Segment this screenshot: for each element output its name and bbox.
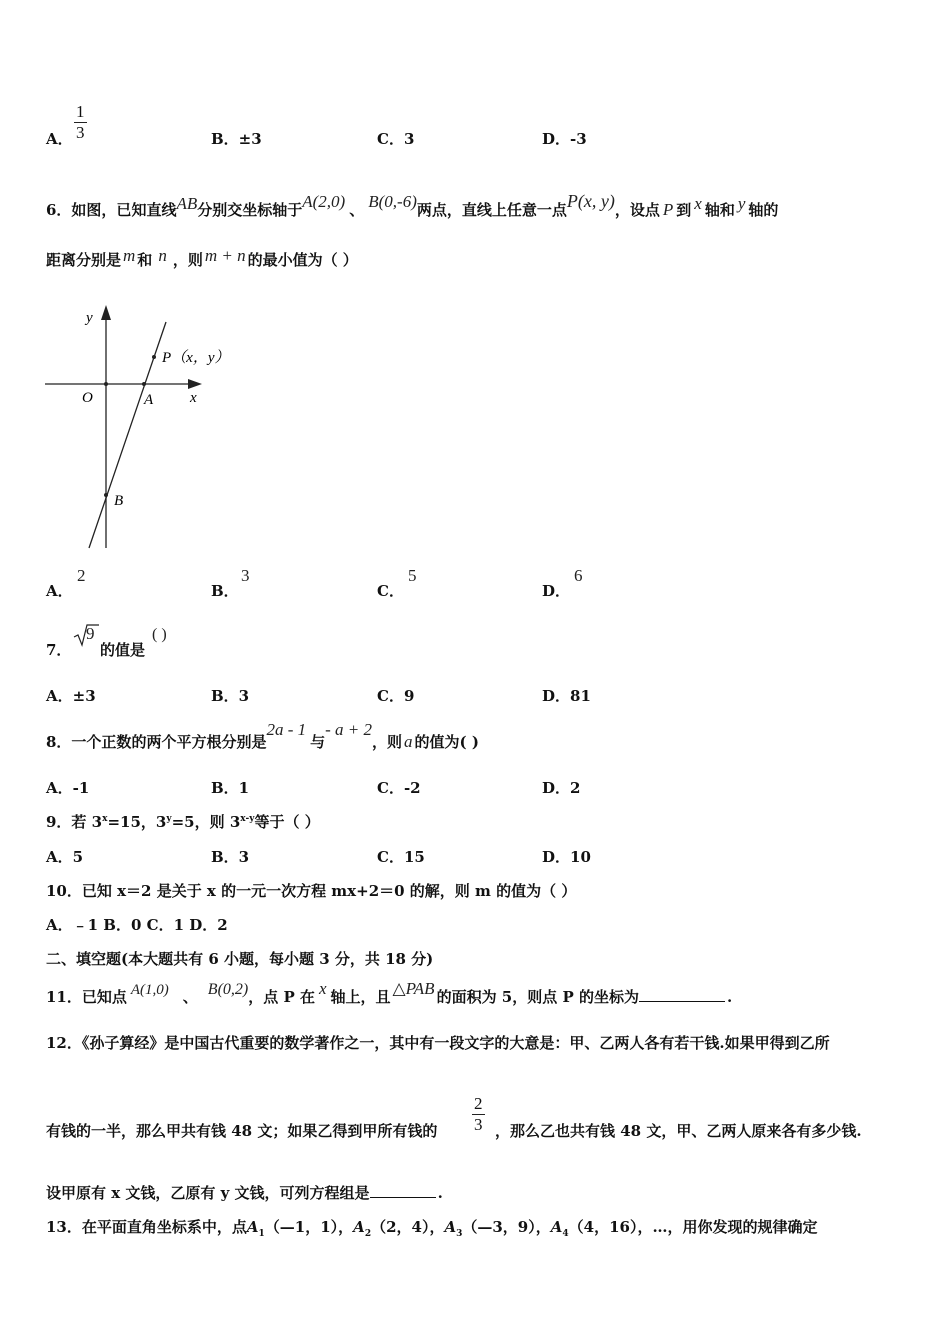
q7-option-a: A．±3	[46, 687, 96, 705]
q11-text: .	[726, 988, 733, 1006]
q6-math-n: n	[158, 246, 167, 265]
q5-option-a-label: A．	[46, 130, 73, 148]
q12-line-2	[46, 1120, 437, 1141]
q6-text: 分别交坐标轴于	[197, 201, 303, 219]
origin-point	[104, 382, 108, 386]
q11-math-triangle-pab: △PAB	[392, 979, 435, 998]
q8-text: 与	[310, 733, 326, 751]
q11-text: 的面积为 5，则点 P 的坐标为	[436, 988, 639, 1006]
q6-text: 两点，直线上任意一点	[416, 201, 567, 219]
q9-text: =15，3	[107, 813, 167, 831]
q8-option-b: B．1	[211, 779, 250, 797]
q6-math-x: x	[694, 194, 702, 213]
q6-text: 和	[137, 251, 153, 269]
q8-text: ，则	[372, 733, 403, 751]
q13-subscript: 3	[456, 1229, 463, 1239]
q7-option-c: C．9	[377, 687, 415, 705]
q6-option-b-label: B．	[211, 582, 239, 600]
q12-text: 有钱的一半，那么甲共有钱 48 文；如果乙得到甲所有钱的	[46, 1122, 438, 1140]
point-p-label: P（x，y）	[162, 350, 230, 366]
x-axis-label: x	[190, 390, 197, 406]
q5-option-a-fraction	[74, 102, 87, 143]
q6-math-m: m	[123, 246, 136, 265]
q6-coordinate-graph	[40, 300, 260, 555]
q6-math-p: P	[662, 200, 674, 219]
q6-text: 6．如图，已知直线	[46, 201, 177, 219]
section-2-heading: 二、填空题(本大题共有 6 小题，每小题 3 分，共 18 分)	[46, 950, 434, 968]
q9-option-d: D．10	[542, 848, 591, 866]
q12-line-2-rest: ，那么乙也共有钱 48 文，甲、乙两人原来各有多少钱.	[495, 1122, 862, 1140]
q8-text: 的值为( )	[414, 733, 479, 751]
q6-option-d-label: D．	[542, 582, 571, 600]
q8-math-2a-minus-1: 2a - 1	[266, 720, 307, 739]
q12-line-1: 12．《孙子算经》是中国古代重要的数学著作之一，其中有一段文字的大意是：甲、乙两人各有若干钱.如果甲得到乙所	[46, 1034, 830, 1052]
q6-text: ，设点	[614, 201, 660, 219]
point-b-label: B	[114, 493, 124, 509]
fraction-denominator: 3	[76, 123, 85, 142]
q9-option-b: B．3	[211, 848, 250, 866]
point-p	[152, 355, 156, 359]
q9-text: 9．若 3	[46, 813, 103, 831]
q9-option-c: C．15	[377, 848, 425, 866]
q9-option-a: A．5	[46, 848, 84, 866]
q13-point-label: A	[550, 1218, 563, 1236]
point-a	[142, 382, 146, 386]
q7-number: 7．	[46, 641, 72, 659]
q6-math-ab: AB	[176, 194, 198, 213]
fraction-numerator: 1	[76, 102, 85, 121]
q8-option-d: D．2	[542, 779, 581, 797]
q9-exponent: x-y	[240, 814, 255, 824]
q5-option-c: C．3	[377, 130, 415, 148]
q6-math-y: y	[737, 194, 746, 213]
q13-subscript: 4	[562, 1229, 569, 1239]
q9-text: =5，则 3	[171, 813, 241, 831]
q9-text: 等于（ ）	[254, 813, 320, 831]
q13-text: （2，4），	[371, 1218, 445, 1236]
q8-text: 8．一个正数的两个平方根分别是	[46, 733, 267, 751]
q9-exponent: x	[102, 814, 108, 824]
q11-text: 11．已知点	[46, 988, 127, 1006]
q5-option-d: D．-3	[542, 130, 587, 148]
point-b	[104, 493, 108, 497]
q11-line	[46, 979, 733, 1007]
q6-text: 距离分别是	[46, 251, 122, 269]
q13-point-label: A	[246, 1218, 259, 1236]
q13-point-label: A	[444, 1218, 457, 1236]
q6-option-b-value: 3	[241, 566, 250, 585]
q6-math-point-b: B(0,-6)	[368, 192, 417, 211]
q6-option-d-value: 6	[574, 566, 583, 585]
q8-option-c: C．-2	[377, 779, 421, 797]
q6-text: 轴的	[748, 201, 779, 219]
q11-math-point-b: B(0,2)	[207, 981, 249, 998]
q7-answer-paren: ( )	[152, 626, 167, 643]
q11-text: 、	[182, 988, 198, 1006]
q10-text: 10．已知 x＝2 是关于 x 的一元一次方程 mx+2＝0 的解，则 m 的值为（ ）	[46, 882, 577, 900]
q9-exponent: y	[166, 814, 172, 824]
q7-option-d: D．81	[542, 687, 591, 705]
q6-option-c-label: C．	[377, 582, 404, 600]
q5-option-b: B．±3	[211, 130, 262, 148]
q13-text: （—1，1），	[264, 1218, 354, 1236]
q13-subscript: 2	[364, 1229, 372, 1239]
q13-line	[46, 1216, 817, 1239]
fraction-denominator: 3	[474, 1115, 483, 1134]
q12-text: 设甲原有 x 文钱，乙原有 y 文钱，可列方程组是	[46, 1184, 370, 1202]
q6-text: 的最小值为（ ）	[247, 251, 358, 269]
q6-text: 到	[676, 201, 692, 219]
q6-text: 、	[349, 201, 365, 219]
q6-option-a-label: A．	[46, 582, 73, 600]
q6-text: 轴和	[704, 201, 735, 219]
q6-text: ，则	[172, 251, 203, 269]
q11-answer-blank[interactable]	[639, 1001, 725, 1002]
q7-text: 的值是	[100, 641, 146, 659]
q11-text: ，点 P 在	[248, 988, 315, 1006]
y-axis-label: y	[86, 310, 93, 326]
q6-math-m-plus-n: m + n	[204, 246, 246, 265]
q12-text: .	[437, 1184, 443, 1202]
q12-answer-blank[interactable]	[370, 1197, 436, 1198]
q10-options: A．﹣1 B．0 C．1 D．2	[46, 916, 228, 934]
q6-line-2	[46, 246, 358, 270]
q12-line-3	[46, 1182, 443, 1203]
q11-math-point-a: A(1,0)	[130, 982, 169, 998]
q13-text: 13．在平面直角坐标系中，点	[46, 1218, 247, 1236]
q8-option-a: A．-1	[46, 779, 90, 797]
q7-radicand: 9	[86, 624, 95, 643]
q6-option-a-value: 2	[77, 566, 86, 585]
q8-line	[46, 720, 479, 752]
x-axis-arrow-icon	[188, 379, 202, 389]
q6-math-point-p: P(x, y)	[566, 191, 615, 211]
q6-line-1	[46, 191, 779, 220]
origin-label: O	[82, 390, 93, 406]
q11-text: 轴上，且	[330, 988, 391, 1006]
q13-text: （4，16），…，用你发现的规律确定	[568, 1218, 818, 1236]
q9-line	[46, 811, 320, 832]
q8-math-neg-a-plus-2: - a + 2	[325, 720, 373, 739]
q6-math-point-a: A(2,0)	[302, 192, 346, 211]
q7-option-b: B．3	[211, 687, 250, 705]
q13-point-label: A	[353, 1218, 365, 1236]
q8-math-a: a	[404, 732, 413, 751]
y-axis-arrow-icon	[101, 305, 111, 320]
q13-text: （—3，9），	[462, 1218, 551, 1236]
q12-fraction	[472, 1094, 485, 1135]
fraction-numerator: 2	[474, 1094, 483, 1113]
point-a-label: A	[144, 392, 154, 408]
q6-option-c-value: 5	[408, 566, 417, 585]
q11-math-x: x	[318, 979, 327, 998]
q13-subscript: 1	[258, 1229, 265, 1239]
